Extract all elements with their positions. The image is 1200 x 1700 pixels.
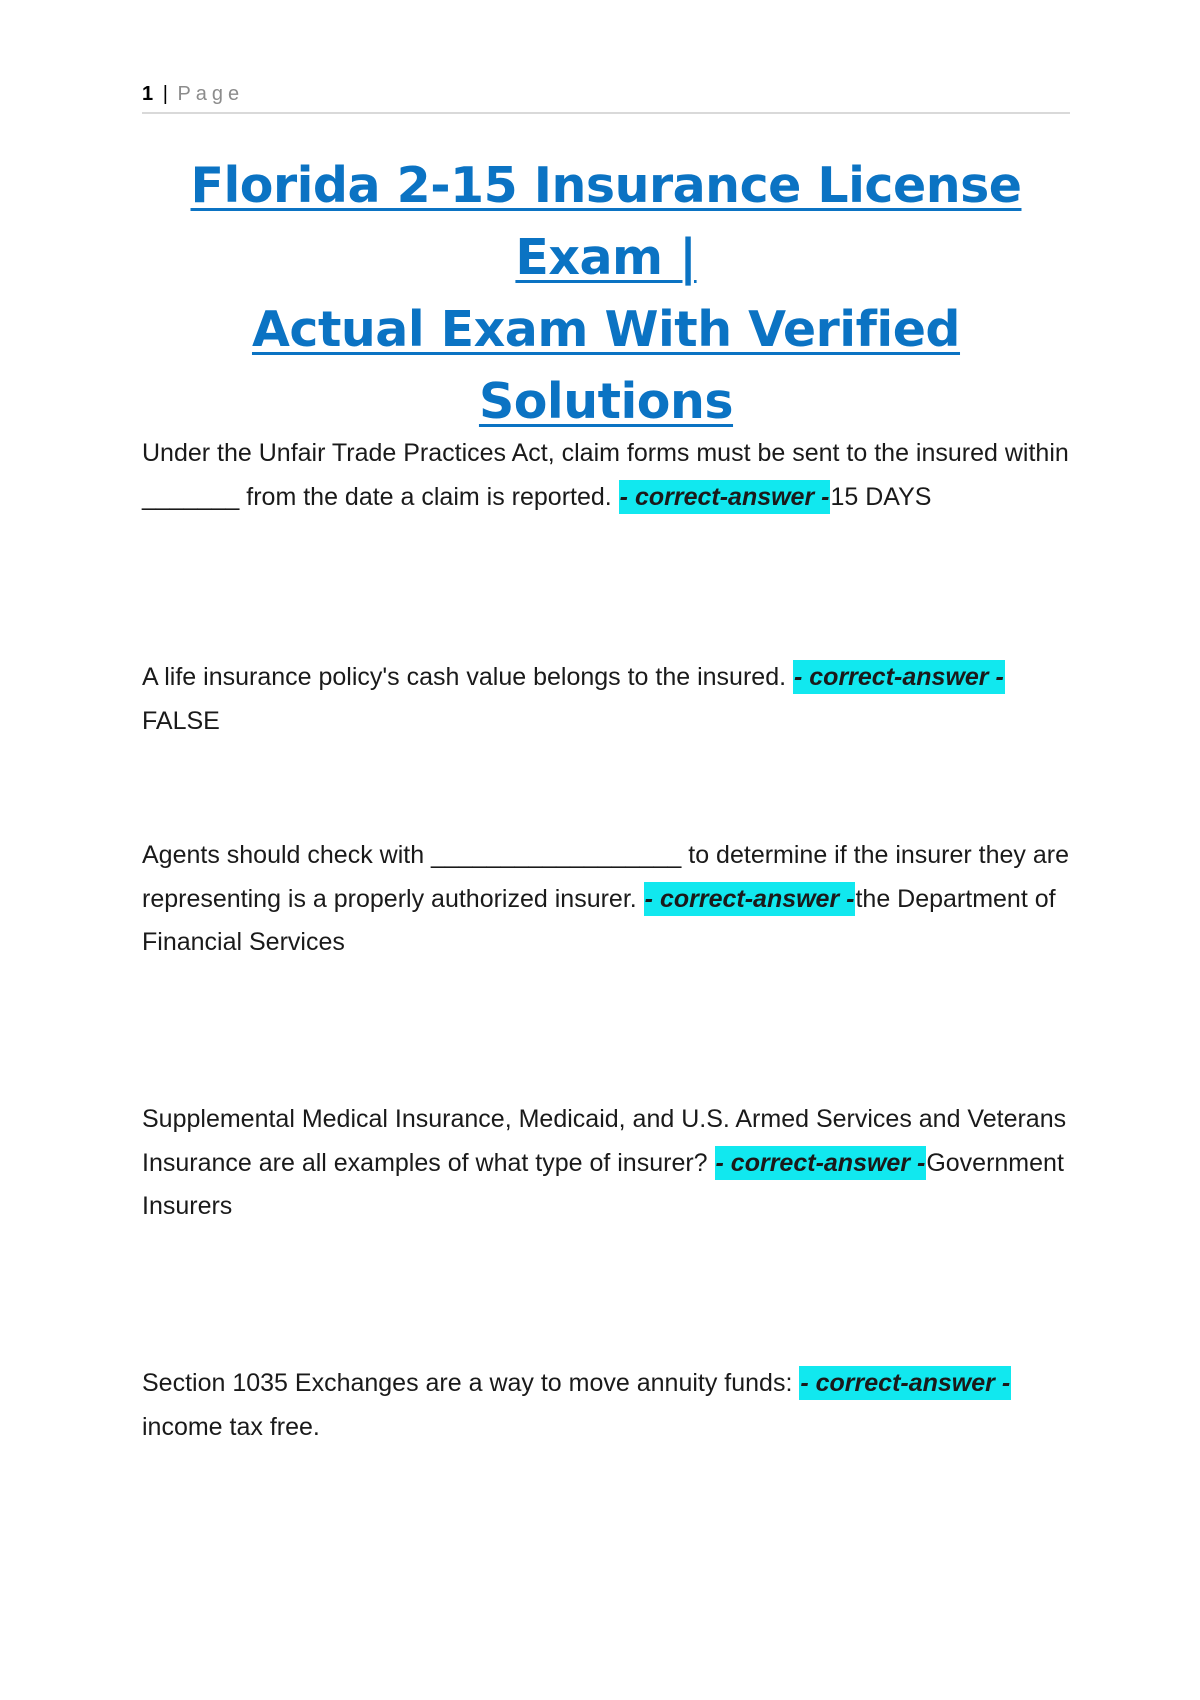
page-header	[142, 82, 1070, 114]
correct-answer-marker: - correct-answer -	[793, 660, 1005, 694]
document-title	[142, 150, 1070, 438]
question-4	[142, 1098, 1070, 1229]
question-text: Supplemental Medical Insurance, Medicaid, and U.S. Armed Services and Veterans Insurance are all examples of what type of insurer?	[142, 1105, 1067, 1177]
question-text: A life insurance policy's cash value belongs to the insured.	[142, 663, 787, 691]
title-line-2: Actual Exam With Verified Solutions	[251, 301, 961, 430]
correct-answer-marker: - correct-answer -	[799, 1366, 1011, 1400]
question-1	[142, 432, 1070, 519]
question-text: Agents should check with __________________ to determine if the insurer they are representing is a properly authorized insurer.	[142, 841, 1070, 913]
page-number: 1	[142, 83, 154, 105]
answer-text: Government Insurers	[142, 1148, 1064, 1220]
answer-text: FALSE	[142, 706, 220, 735]
question-2	[142, 656, 1070, 743]
page-label: Page	[177, 83, 245, 105]
page-separator: |	[162, 83, 168, 105]
correct-answer-marker: - correct-answer -	[644, 882, 856, 916]
answer-text: income tax free.	[142, 1412, 320, 1441]
question-5	[142, 1362, 1070, 1449]
question-text: Under the Unfair Trade Practices Act, claim forms must be sent to the insured within _______ from the date a claim is reported.	[142, 439, 1069, 511]
answer-text: the Department of Financial Services	[142, 884, 1056, 956]
question-3	[142, 834, 1070, 965]
question-text: Section 1035 Exchanges are a way to move annuity funds:	[142, 1369, 793, 1397]
correct-answer-marker: - correct-answer -	[715, 1146, 927, 1180]
correct-answer-marker: - correct-answer -	[619, 480, 831, 514]
title-line-1: Florida 2-15 Insurance License Exam |	[190, 157, 1022, 286]
answer-text: 15 DAYS	[830, 482, 932, 511]
